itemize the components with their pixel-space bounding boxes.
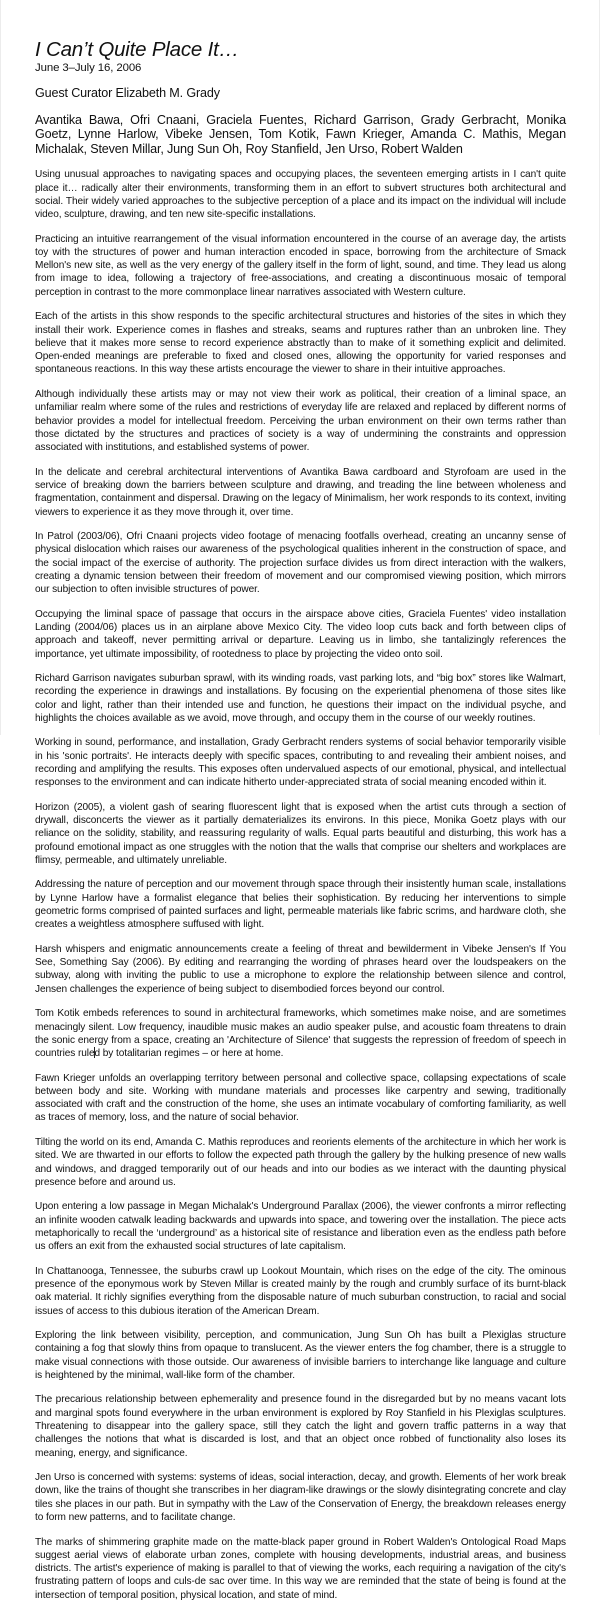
artist-list: Avantika Bawa, Ofri Cnaani, Graciela Fuentes, Richard Garrison, Grady Gerbracht, Monika Goetz, Lynne Harlow, Vibeke Jensen, Tom Kotik, Fawn Krieger, Amanda C. Mathis, Megan Michalak, Steven Millar, Jung Sun Oh, Roy Stanfield, Jen Urso, Robert Walden	[35, 113, 566, 156]
paragraph-tom-kotik[interactable]	[35, 1007, 566, 1060]
paragraph-grady-gerbracht: Working in sound, performance, and installation, Grady Gerbracht renders systems of social behavior temporarily visible in his 'sonic portraits'. He interacts deeply with specific spaces, contributing to and revealing their ambient noises, and recording and amplifying the results. This exposes often undervalued aspects of our emotional, physical, and intellectual responses to the environment and can indicate hitherto under-appreciated strata of social meaning encoded within it.	[35, 737, 566, 789]
paragraph-text-after-cursor: d by totalitarian regimes – or here at home.	[94, 1048, 284, 1060]
paragraph-megan-michalak: Upon entering a low passage in Megan Michalak's Underground Parallax (2006), the viewer confronts a mirror reflecting an infinite wooden catwalk leading backwards and upwards into space, and towering over the installation. The piece acts metaphorically to recall the ‘underground’ as a historical site of resistance and liberation even as the endless path before us offers an exit from the exhausted social structures of late capitalism.	[35, 1201, 566, 1253]
paragraph-robert-walden: The marks of shimmering graphite made on the matte-black paper ground in Robert Walden's Ontological Road Maps suggest aerial views of elaborate urban zones, complete with housing developments, industrial areas, and business districts. The artist's experience of making is parallel to that of viewing the works, each requiring a navigation of the city's frustrating pattern of loops and culs-de sac over time. In this way we are reminded that the state of being is found at the intersection of temporal position, physical location, and state of mind.	[35, 1536, 566, 1601]
paragraph-roy-stanfield: The precarious relationship between ephemerality and presence found in the disregarded but by no means vacant lots and marginal spots found everywhere in the urban environment is explored by Roy Stanfield in his Plexiglas sculptures. Threatening to disappear into the gallery space, still they catch the light and govern traffic patterns in a way that challenges the notions that what is discarded is lost, and that an object once robbed of functionality also loses its meaning, energy, and significance.	[35, 1394, 566, 1459]
paragraph-sites: Each of the artists in this show responds to the specific architectural structures and histories of the sites in which they install their work. Experience comes in flashes and streaks, seams and ruptures rather than an unbroken line. They believe that it makes more sense to record experience abstractly than to make of it something explicit and delimited. Open-ended meanings are preferable to fixed and closed ones, allowing the opportunity for varied responses and spontaneous reactions. In this way these artists encourage the viewer to share in their intuitive approaches.	[35, 311, 566, 376]
page-left-edge	[0, 0, 1, 735]
paragraph-jung-sun-oh: Exploring the link between visibility, perception, and communication, Jung Sun Oh has built a Plexiglas structure containing a fog that slowly thins from opaque to translucent. As the viewer enters the fog chamber, there is a struggle to make visual connections with those outside. Our awareness of invisible barriers to interchange like language and culture is heightened by the minimal, wall-like form of the chamber.	[35, 1330, 566, 1381]
exhibition-title: I Can’t Quite Place It…	[35, 38, 239, 61]
paragraph-graciela-fuentes: Occupying the liminal space of passage that occurs in the airspace above cities, Graciela Fuentes' video installation Landing (2004/06) places us in an airplane above Mexico City. The video loop cuts back and forth between clips of approach and takeoff, never permitting arrival or departure. Leaving us in limbo, she tantalizingly references the importance, yet ultimate impossibility, of rootedness to place by projecting the video onto soil.	[35, 608, 566, 660]
paragraph-ofri-cnaani: In Patrol (2003/06), Ofri Cnaani projects video footage of menacing footfalls overhead, creating an uncanny sense of physical dislocation which raises our awareness of the psychological qualities inherent in the construction of space, and the social impact of the exercise of authority. The projection surface divides us from direct interaction with the walkers, creating a dynamic tension between their freedom of movement and our compromised viewing position, which mirrors our subjection to often invisible structures of power.	[35, 530, 566, 596]
exhibition-dates: June 3–July 16, 2006	[35, 62, 142, 74]
paragraph-intro: Using unusual approaches to navigating spaces and occupying places, the seventeen emerging artists in I can't quite place it… radically alter their environments, transforming them in an effort to subvert structures both architectural and social. Their widely varied approaches to the subjective perception of a place and its impact on the individual will include video, sculpture, drawing, and ten new site-specific installations.	[35, 169, 566, 221]
paragraph-richard-garrison: Richard Garrison navigates suburban sprawl, with its winding roads, vast parking lots, and “big box” stores like Walmart, recording the experience in drawings and installations. By focusing on the experiential phenomena of those sites like color and light, rather than their intended use and function, he questions their impact on the individual psyche, and highlights the choices available as we avoid, move through, and occupy them in the course of our weekly routines.	[35, 673, 566, 724]
paragraph-steven-millar: In Chattanooga, Tennessee, the suburbs crawl up Lookout Mountain, which rises on the edge of the city. The ominous presence of the eponymous work by Steven Millar is created mainly by the rough and crumbly surface of its burnt-black oak material. It richly signifies everything from the disposable nature of much suburban construction, to racial and social issues of access to this dubious iteration of the American Dream.	[35, 1265, 566, 1317]
paragraph-monika-goetz: Horizon (2005), a violent gash of searing fluorescent light that is exposed when the artist cuts through a section of drywall, disconcerts the viewer as it partially dematerializes its environs. In this piece, Monika Goetz plays with our reliance on the solidity, stability, and reassuring regularity of walls. Equal parts beautiful and disturbing, this work has a profound emotional impact as one struggles with the notion that the walls that comprise our shelters and workplaces are flimsy, permeable, and ultimately unreliable.	[35, 801, 566, 866]
document-page	[35, 38, 566, 1613]
paragraph-vibeke-jensen: Harsh whispers and enigmatic announcements create a feeling of threat and bewilderment in Vibeke Jensen's If You See, Something Say (2006). By editing and rearranging the wording of phrases heard over the loudspeakers on the subway, along with inviting the public to use a microphone to explore the relationship between silence and control, Jensen challenges the experience of being subject to disembodied forces beyond our control.	[35, 943, 566, 995]
paragraph-avantika-bawa: In the delicate and cerebral architectural interventions of Avantika Bawa cardboard and Styrofoam are used in the service of breaking down the barriers between sculpture and drawing, and treading the line between wholeness and fragmentation, containment and dispersal. Drawing on the legacy of Minimalism, her work responds to its context, inviting viewers to experience it as they move through it, over time.	[35, 466, 566, 518]
paragraph-fawn-krieger: Fawn Krieger unfolds an overlapping territory between personal and collective space, collapsing expectations of scale between body and site. Working with mundane materials and processes like carpentry and sewing, traditionally associated with craft and the construction of the home, she uses an intimate vocabulary of comforting familiarity, as well as traces of memory, loss, and the nature of social behavior.	[35, 1072, 566, 1124]
paragraph-liminal-space: Although individually these artists may or may not view their work as political, their creation of a liminal space, an unfamiliar realm where some of the rules and restrictions of everyday life are relaxed and replaced by different norms of behavior provides a model for intellectual freedom. Perceiving the urban environment on their own terms rather than those dictated by the structures and practices of society is a way of undermining the constraints and oppression associated with institutions, and established systems of power.	[35, 388, 566, 454]
paragraph-lynne-harlow: Addressing the nature of perception and our movement through space through their insistently human scale, installations by Lynne Harlow have a formalist elegance that belies their sophistication. By reducing her interventions to simple geometric forms comprised of painted surfaces and light, permeable materials like fabric scrims, and hardware cloth, she creates a weightless atmosphere suffused with light.	[35, 879, 566, 931]
paragraph-practice: Practicing an intuitive rearrangement of the visual information encountered in the course of an average day, the artists toy with the structures of power and human interaction encoded in space, borrowing from the architecture of Smack Mellon's new site, as well as the very energy of the gallery itself in the form of light, sound, and time. They lead us along from image to idea, following a trajectory of free-associations, and creating a discontinuous mosaic of temporal perception in contrast to the more commonplace linear narratives associated with Western culture.	[35, 233, 566, 298]
paragraph-text-before-cursor: Tom Kotik embeds references to sound in architectural frameworks, which sometimes make noise, and are sometimes menacingly silent. Low frequency, inaudible music makes an audio speaker pulse, and acoustic foam threatens to drain the sonic energy from a space, creating an 'Architecture of Silence' that suggests the repression of freedom of speech in countries rule	[35, 1008, 566, 1060]
paragraph-jen-urso: Jen Urso is concerned with systems: systems of ideas, social interaction, decay, and growth. Elements of her work break down, like the trains of thought she transcribes in her diagram-like drawings or the slowly disintegrating concrete and clay tiles she places in our path. But in sympathy with the Law of the Conservation of Energy, the breakdown releases energy to form new patterns, and to facilitate change.	[35, 1472, 566, 1524]
curator-credit: Guest Curator Elizabeth M. Grady	[35, 86, 220, 100]
paragraph-amanda-mathis: Tilting the world on its end, Amanda C. Mathis reproduces and reorients elements of the architecture in which her work is sited. We are thwarted in our efforts to follow the expected path through the gallery by the hulking presence of new walls and windows, and dragged temporarily out of our heads and into our bodies as we interact with the daunting physical presence before and around us.	[35, 1136, 566, 1188]
